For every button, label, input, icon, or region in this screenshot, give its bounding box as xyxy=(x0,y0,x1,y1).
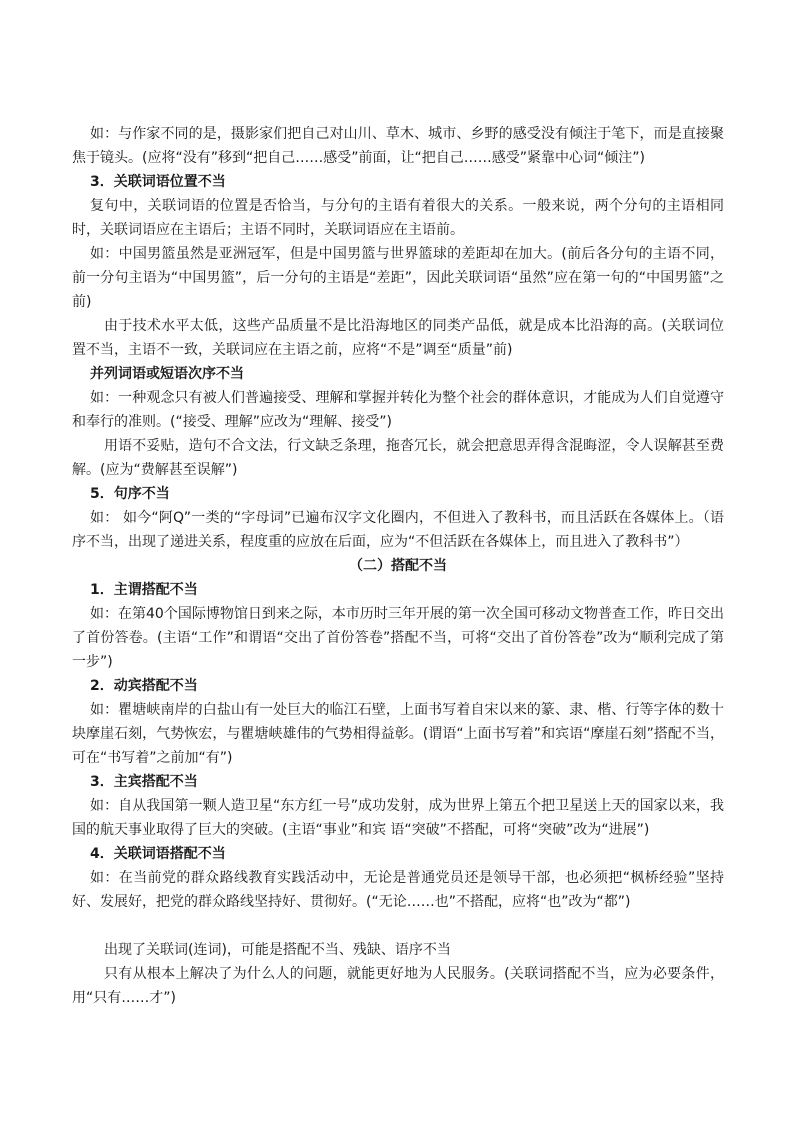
example-paragraph: 用语不妥贴，造句不合文法，行文缺乏条理，拖沓冗长，就会把意思弄得含混晦涩，令人误解甚至费解。(应为“费解甚至误解”) xyxy=(72,438,724,478)
section-heading: 5．句序不当 xyxy=(90,486,170,502)
chapter-heading: （二）搭配不当 xyxy=(349,558,447,574)
example-paragraph: 如：瞿塘峡南岸的白盐山有一处巨大的临江石壁，上面书写着自宋以来的篆、隶、楷、行等字体的数十块摩崖石刻，气势恢宏，与瞿塘峡雄伟的气势相得益彰。(谓语“上面书写着”和宾语“摩崖石刻”搭配不当，可在“书写着”之前加“有”) xyxy=(72,702,724,766)
section-heading: 3．关联词语位置不当 xyxy=(90,174,226,190)
section-heading: 3．主宾搭配不当 xyxy=(90,774,198,790)
section-heading: 1．主谓搭配不当 xyxy=(90,582,198,598)
section-heading: 4．关联词语搭配不当 xyxy=(90,846,226,862)
example-paragraph: 如：在当前党的群众路线教育实践活动中，无论是普通党员还是领导干部，也必须把“枫桥经验”坚持好、发展好，把党的群众路线坚持好、贯彻好。(“无论……也”不搭配，应将“也”改为“都”) xyxy=(72,870,724,910)
example-paragraph: 如：与作家不同的是，摄影家们把自己对山川、草木、城市、乡野的感受没有倾注于笔下，而是直接聚焦于镜头。(应将“没有”移到“把自己……感受”前面，让“把自己……感受”紧靠中心词“倾注”) xyxy=(72,126,724,166)
example-paragraph: 如：一种观念只有被人们普遍接受、理解和掌握并转化为整个社会的群体意识，才能成为人们自觉遵守和奉行的准则。(“接受、理解”应改为“理解、接受”) xyxy=(72,390,724,430)
section-heading: 并列词语或短语次序不当 xyxy=(90,366,244,382)
section-heading: 2．动宾搭配不当 xyxy=(90,678,198,694)
example-paragraph: 如： 如今“阿Q”一类的“字母词”已遍布汉字文化圈内，不但进入了教科书，而且活跃在各媒体上。（语序不当，出现了递进关系，程度重的应放在后面，应为“不但活跃在各媒体上，而且进入了教科书”） xyxy=(72,510,724,550)
note-paragraph: 出现了关联词(连词)，可能是搭配不当、残缺、语序不当 xyxy=(104,942,451,958)
example-paragraph: 由于技术水平太低，这些产品质量不是比沿海地区的同类产品低，就是成本比沿海的高。(关联词位置不当，主语不一致，关联词应在主语之前，应将“不是”调至“质量”前) xyxy=(72,318,724,358)
example-paragraph: 如：自从我国第一颗人造卫星“东方红一号”成功发射，成为世界上第五个把卫星送上天的国家以来，我国的航天事业取得了巨大的突破。(主语“事业”和宾 语“突破”不搭配，可将“突破”改为“进展”) xyxy=(72,798,724,838)
paragraph-gap xyxy=(72,914,724,938)
example-paragraph: 如：中国男篮虽然是亚洲冠军，但是中国男篮与世界篮球的差距却在加大。(前后各分句的主语不同，前一分句主语为“中国男篮”，后一分句的主语是“差距”，因此关联词语“虽然”应在第一句的“中国男篮”之前) xyxy=(72,246,724,310)
example-paragraph: 只有从根本上解决了为什么人的问题，就能更好地为人民服务。(关联词搭配不当，应为必要条件，用“只有……才”) xyxy=(72,966,724,1006)
example-paragraph: 如：在第40个国际博物馆日到来之际，本市历时三年开展的第一次全国可移动文物普查工作，昨日交出了首份答卷。(主语“工作”和谓语“交出了首份答卷”搭配不当，可将“交出了首份答卷”改为“顺利完成了第一步”) xyxy=(72,606,724,670)
explanation-paragraph: 复句中，关联词语的位置是否恰当，与分句的主语有着很大的关系。一般来说，两个分句的主语相同时，关联词语应在主语后；主语不同时，关联词语应在主语前。 xyxy=(72,198,724,238)
